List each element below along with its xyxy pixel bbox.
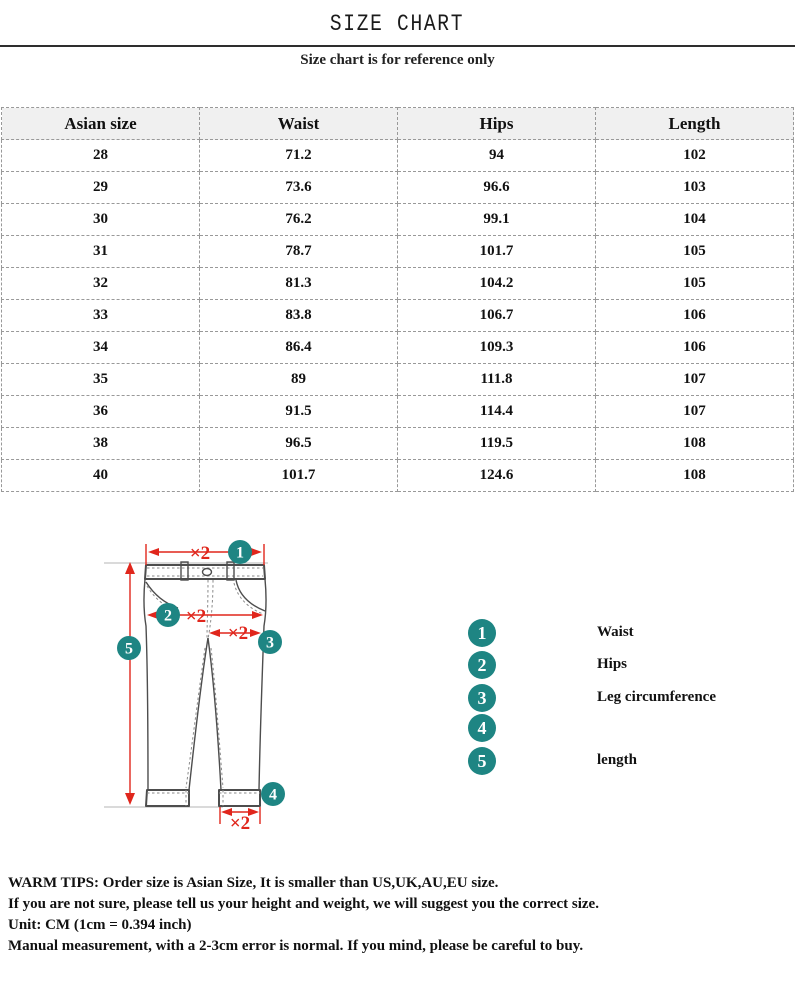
left-inseam-stitch (186, 648, 205, 788)
length-measure-annotation (117, 562, 141, 805)
hips-arrowhead-right (252, 611, 263, 619)
table-cell: 28 (2, 140, 200, 172)
table-cell: 38 (2, 428, 200, 460)
legend-label-leg-circumference: Leg circumference (597, 689, 716, 705)
table-cell: 108 (596, 428, 794, 460)
legend-item-waist (468, 619, 768, 647)
legend-circle-1: 1 (468, 619, 496, 647)
pants-drawing (144, 562, 266, 806)
table-cell: 96.6 (398, 172, 596, 204)
right-inseam-stitch (211, 648, 223, 788)
table-row (2, 172, 794, 204)
legend-label-hips: Hips (597, 656, 628, 672)
table-cell: 108 (596, 460, 794, 492)
table-cell: 105 (596, 236, 794, 268)
fly-stitch-center (207, 580, 208, 638)
table-cell: 104.2 (398, 268, 596, 300)
table-cell: 99.1 (398, 204, 596, 236)
table-cell: 111.8 (398, 364, 596, 396)
right-inner-seam (208, 638, 221, 790)
table-cell: 86.4 (200, 332, 398, 364)
table-cell: 32 (2, 268, 200, 300)
table-cell: 109.3 (398, 332, 596, 364)
legend-item-length (468, 747, 768, 775)
page-title-wrap (0, 11, 795, 37)
table-cell: 36 (2, 396, 200, 428)
size-table-body (2, 140, 794, 492)
table-cell: 105 (596, 268, 794, 300)
table-row (2, 332, 794, 364)
table-row (2, 428, 794, 460)
table-row (2, 204, 794, 236)
length-arrowhead-top (125, 562, 135, 574)
marker-2-number: 2 (164, 607, 172, 625)
table-cell: 33 (2, 300, 200, 332)
table-cell: 107 (596, 396, 794, 428)
marker-4-number: 4 (269, 786, 277, 804)
table-row (2, 364, 794, 396)
legend-item-hips (468, 651, 768, 679)
right-cuff (219, 790, 260, 806)
marker-1-number: 1 (236, 544, 244, 562)
page-title: SIZE CHART (330, 11, 465, 37)
table-row (2, 140, 794, 172)
table-cell: 71.2 (200, 140, 398, 172)
title-divider (0, 45, 795, 47)
leg-measure-annotation (209, 623, 282, 654)
table-cell: 76.2 (200, 204, 398, 236)
table-header-row (2, 108, 794, 140)
warm-tips (8, 873, 788, 957)
table-cell: 102 (596, 140, 794, 172)
table-cell: 96.5 (200, 428, 398, 460)
size-table-head (2, 108, 794, 140)
table-row (2, 236, 794, 268)
table-cell: 35 (2, 364, 200, 396)
waist-measure-annotation (146, 540, 264, 565)
table-cell: 106.7 (398, 300, 596, 332)
table-cell: 34 (2, 332, 200, 364)
left-cuff (146, 790, 189, 806)
table-cell: 119.5 (398, 428, 596, 460)
cuff-times2-label: ×2 (229, 813, 251, 834)
size-table (1, 107, 794, 492)
table-row (2, 300, 794, 332)
column-header-length: Length (596, 108, 794, 140)
table-cell: 104 (596, 204, 794, 236)
leg-arrowhead-right (250, 629, 261, 637)
tip-line-4: Manual measurement, with a 2-3cm error is normal. If you mind, please be careful to buy. (8, 938, 584, 954)
left-outer-seam (144, 579, 148, 790)
leg-times2-label: ×2 (227, 623, 249, 644)
table-row (2, 268, 794, 300)
table-cell: 106 (596, 300, 794, 332)
tip-line-1: WARM TIPS: Order size is Asian Size, It is smaller than US,UK,AU,EU size. (8, 875, 499, 891)
column-header-waist: Waist (200, 108, 398, 140)
table-cell: 103 (596, 172, 794, 204)
waist-arrowhead-right (251, 548, 262, 556)
legend-circle-3: 3 (468, 684, 496, 712)
table-cell: 94 (398, 140, 596, 172)
table-cell: 107 (596, 364, 794, 396)
tip-line-2: If you are not sure, please tell us your height and weight, we will suggest you the correct size. (8, 896, 599, 912)
waist-arrowhead-left (148, 548, 159, 556)
table-cell: 78.7 (200, 236, 398, 268)
table-row (2, 396, 794, 428)
marker-5-number: 5 (125, 640, 133, 658)
waistband (145, 565, 265, 579)
table-cell: 89 (200, 364, 398, 396)
table-cell: 124.6 (398, 460, 596, 492)
pants-measurement-diagram (0, 520, 400, 850)
table-cell: 101.7 (200, 460, 398, 492)
leg-arrowhead-left (209, 629, 220, 637)
legend-circle-5: 5 (468, 747, 496, 775)
column-header-asian-size: Asian size (2, 108, 200, 140)
table-cell: 40 (2, 460, 200, 492)
length-arrowhead-bottom (125, 793, 135, 805)
table-cell: 29 (2, 172, 200, 204)
tip-line-3: Unit: CM (1cm = 0.394 inch) (8, 917, 192, 933)
table-cell: 83.8 (200, 300, 398, 332)
table-row (2, 460, 794, 492)
right-pocket (236, 580, 265, 611)
marker-3-number: 3 (266, 634, 274, 652)
table-cell: 106 (596, 332, 794, 364)
waist-times2-label: ×2 (189, 543, 211, 564)
hips-times2-label: ×2 (185, 606, 207, 627)
column-header-hips: Hips (398, 108, 596, 140)
left-pocket (146, 582, 178, 608)
legend-circle-2: 2 (468, 651, 496, 679)
legend-item-leg-circumference (468, 684, 768, 712)
table-cell: 91.5 (200, 396, 398, 428)
table-cell: 114.4 (398, 396, 596, 428)
page-subtitle: Size chart is for reference only (300, 52, 495, 68)
fly-stitch-curve (208, 580, 213, 639)
table-cell: 30 (2, 204, 200, 236)
table-cell: 31 (2, 236, 200, 268)
legend-label-length: length (597, 752, 638, 768)
legend-label-waist: Waist (597, 624, 634, 640)
table-cell: 81.3 (200, 268, 398, 300)
legend-circle-4: 4 (468, 714, 496, 742)
legend-item-cuff (468, 714, 768, 742)
table-cell: 73.6 (200, 172, 398, 204)
left-inner-seam (189, 638, 208, 790)
table-cell: 101.7 (398, 236, 596, 268)
